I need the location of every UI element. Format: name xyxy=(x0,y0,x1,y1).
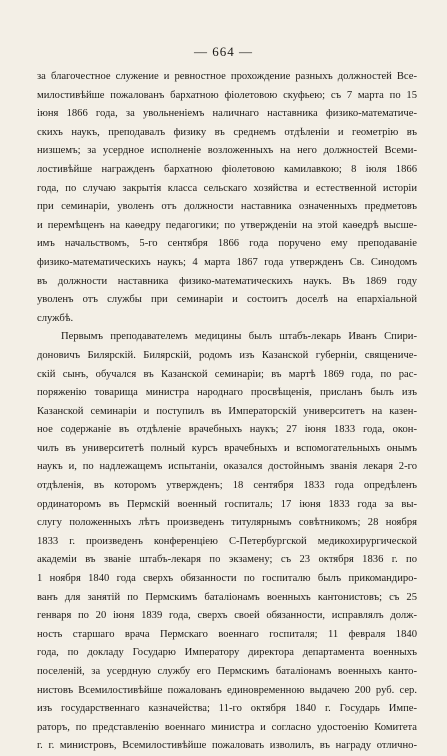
text-line: наукъ и, по надлежащемъ испытаніи, оказался достойнымъ званія лекаря 2-го xyxy=(37,461,417,473)
text-line: генваря по 20 іюня 1839 года, сверхъ своей обязанности, исправлялъ долж- xyxy=(37,610,417,622)
text-line: изъ государственнаго казначейства; 11-го октября 1840 г. Государь Импе- xyxy=(37,703,417,715)
text-line: имъ начальствомъ, 5-го сентября 1866 года поручено ему преподаваніе xyxy=(37,238,417,250)
text-line: года, по случаю закрытія класса сельскаго хозяйства и естественной исторіи xyxy=(37,182,417,194)
text-line: скій сынъ, обучался въ Казанской семинаріи; въ мартѣ 1869 года, по рас- xyxy=(37,368,417,380)
text-line: раторъ, по представленію военнаго министра и согласно удостоенію Комитета xyxy=(37,721,417,733)
text-line: милостивѣйше пожалованъ бархатною фіолетовою скуфьею; съ 7 марта по 15 xyxy=(37,89,417,101)
text-line: ное содержаніе въ отдѣленіе врачебныхъ наукъ; 27 іюня 1833 года, окон- xyxy=(37,424,417,436)
text-line: низшемъ; за усердное исполненіе возложенныхъ на него должностей Всеми- xyxy=(37,145,417,157)
text-line: года, по докладу Государю Императору директора департамента военныхъ xyxy=(37,647,417,659)
text-line: ность старшаго врача Пермскаго военнаго госпиталя; 11 февраля 1840 xyxy=(37,628,417,640)
page-number: — 664 — xyxy=(194,44,253,59)
text-line: лостивѣйше награжденъ бархатною фіолетовою камилавкою; 8 іюля 1866 xyxy=(37,163,417,175)
text-line: нистовъ Всемилостивѣйше пожалованъ единовременною выдачею 200 руб. сер. xyxy=(37,684,417,696)
text-line: 1 ноября 1840 года сверхъ обязанности по госпиталю былъ прикомандиро- xyxy=(37,573,417,585)
text-line: поряженію товарища министра народнаго просвѣщенія, присланъ былъ изъ xyxy=(37,387,417,399)
text-line: и перемѣщенъ на каѳедру педагогики; по утвержденіи на этой каѳедрѣ высше- xyxy=(37,219,417,231)
text-line: ванъ для занятій по Пермскимъ баталіонамъ военныхъ кантонистовъ; съ 25 xyxy=(37,591,417,603)
text-line: академіи въ званіе штабъ-лекаря по экзамену; съ 23 октября 1836 г. по xyxy=(37,554,417,566)
text-line: г. г. министровъ, Всемилостивѣйше пожаловать изволилъ, въ награду отлично- xyxy=(37,740,417,752)
text-line: поселеній, за усердную службу его Пермскимъ баталіонамъ военныхъ канто- xyxy=(37,666,417,677)
text-line: 1833 г. произведенъ конференціею С-Петербургской медикохирургической xyxy=(37,535,417,547)
text-line: скихъ наукъ, преподавалъ физику въ среднемъ отдѣленіи и геометрію въ xyxy=(37,126,417,138)
text-line: за благочестное служение и ревностное прохождение разныхъ должностей Все- xyxy=(37,71,417,82)
text-line: слугу положенныхъ лѣтъ произведенъ титулярнымъ совѣтникомъ; 28 ноября xyxy=(37,517,417,529)
paragraph xyxy=(37,328,417,756)
text-line: Первымъ преподавателемъ медицины былъ штабъ-лекарь Иванъ Спири- xyxy=(61,331,417,343)
body-text xyxy=(37,68,417,756)
text-line: ординаторомъ въ Пермскій военный госпиталь; 17 іюня 1833 года за вы- xyxy=(37,498,417,510)
text-line: въ должности наставника физико-математическихъ наукъ. Въ 1869 году xyxy=(37,275,417,287)
text-line: Казанской семинаріи и поступилъ въ Императорскій университетъ на казен- xyxy=(37,405,417,417)
text-line: іюня 1866 года, за увольненіемъ наличнаго наставника физико-математиче- xyxy=(37,108,417,120)
text-line: уволенъ отъ службы при семинаріи и состоитъ доселѣ на епархіальной xyxy=(37,294,417,306)
text-line: службѣ. xyxy=(37,312,74,324)
text-line: физико-математическихъ наукъ; 4 марта 1867 года утвержденъ Св. Синодомъ xyxy=(37,256,417,268)
text-line: чилъ въ университетѣ полный курсъ врачебныхъ и вспомогательныхъ онымъ xyxy=(37,442,417,454)
text-line: при семинаріи, уволенъ отъ должности наставника означенныхъ предметовъ xyxy=(37,201,417,213)
paragraph xyxy=(37,68,417,328)
text-line: отдѣленія, въ которомъ утвержденъ; 18 сентября 1833 года опредѣленъ xyxy=(37,480,417,492)
text-line: доновичъ Билярскій. Билярскій, родомъ изъ Казанской губерніи, священиче- xyxy=(37,349,417,361)
